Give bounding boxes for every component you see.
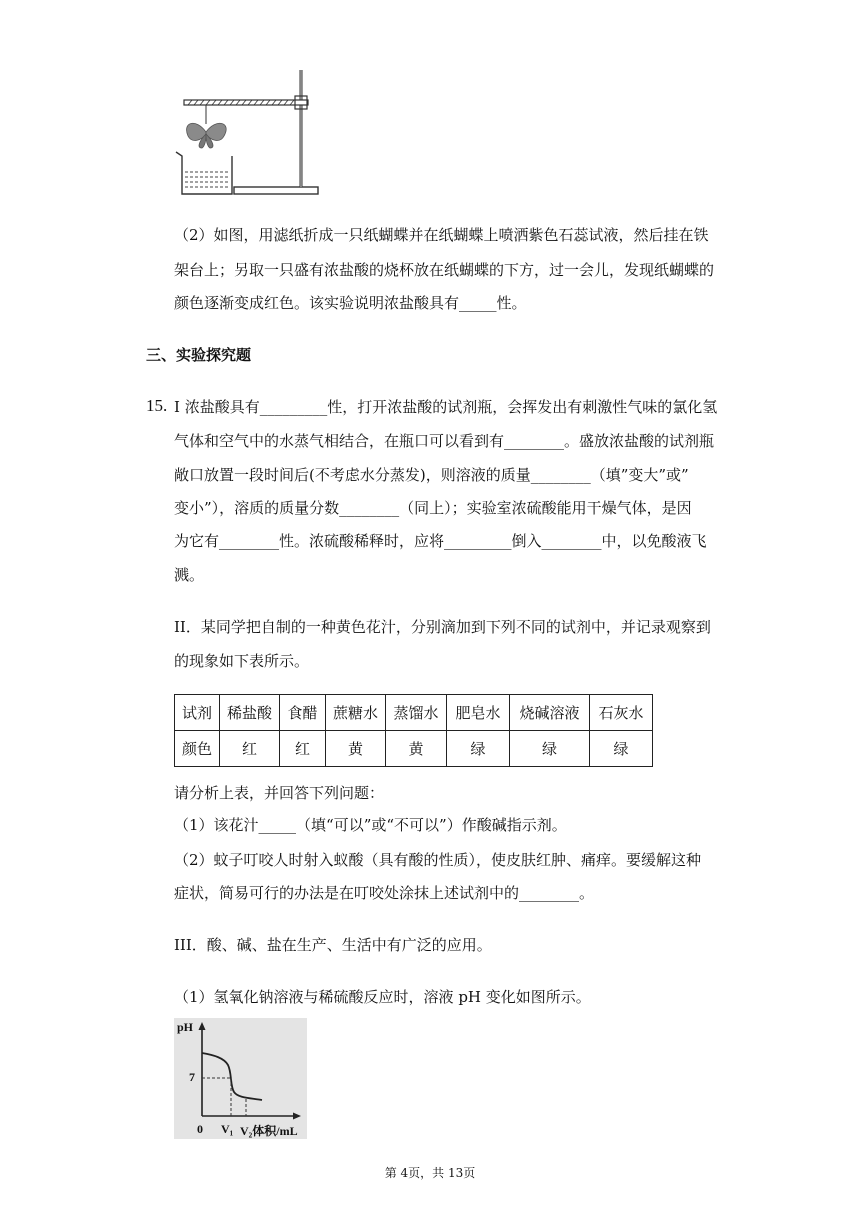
table-cell: 肥皂水	[447, 695, 510, 731]
q15-part2-intro1: II．某同学把自制的一种黄色花汁，分别滴加到下列不同的试剂中，并记录观察到	[174, 618, 711, 636]
table-row	[175, 695, 653, 731]
table-cell: 绿	[447, 731, 510, 767]
q14-part2-line3: 颜色逐渐变成红色。该实验说明浓盐酸具有_____性。	[174, 294, 527, 312]
q15-part1-line2: 气体和空气中的水蒸气相结合，在瓶口可以看到有________。盛放浓盐酸的试剂瓶	[174, 432, 715, 450]
butterfly-apparatus-figure	[170, 66, 330, 198]
q15-part2-sub2-line1: （2）蚊子叮咬人时射入蚁酸（具有酸的性质），使皮肤红肿、痛痒。要缓解这种	[174, 851, 702, 869]
q14-part2-line1: （2）如图，用滤纸折成一只纸蝴蝶并在纸蝴蝶上喷洒紫色石蕊试液，然后挂在铁	[174, 226, 709, 244]
q15-part1-line3: 敞口放置一段时间后(不考虑水分蒸发)，则溶液的质量________（填”变大”或”	[174, 466, 689, 484]
table-cell: 食醋	[280, 695, 326, 731]
q15-part1-line6: 溅。	[174, 566, 205, 584]
table-cell: 绿	[590, 731, 653, 767]
observation-table	[174, 694, 653, 767]
q15-part3-sub1: （1）氢氧化钠溶液与稀硫酸反应时，溶液 pH 变化如图所示。	[174, 988, 591, 1006]
table-cell: 黄	[326, 731, 386, 767]
page-footer: 第 4页，共 13页	[384, 1166, 476, 1180]
x-axis-label: V₂体积/mL	[240, 1124, 298, 1138]
q15-part1-line5: 为它有________性。浓硫酸稀释时，应将_________倒入________中，以免酸液飞	[174, 532, 707, 550]
ph-graph-figure	[174, 1018, 307, 1139]
section-title: 三、实验探究题	[146, 346, 252, 364]
table-row	[175, 731, 653, 767]
table-cell: 蔗糖水	[326, 695, 386, 731]
q15-part2-sub1: （1）该花汁_____（填“可以”或“不可以”）作酸碱指示剂。	[174, 816, 567, 834]
table-cell: 稀盐酸	[220, 695, 280, 731]
ph-tick-7: 7	[189, 1070, 195, 1084]
q15-part1-line4: 变小”），溶质的质量分数________（同上）；实验室浓硫酸能用干燥气体，是因	[174, 499, 692, 517]
v1-label: V₁	[221, 1122, 234, 1136]
q15-part2-sub2-line2: 症状，简易可行的办法是在叮咬处涂抹上述试剂中的________。	[174, 884, 595, 902]
q15-part2-intro2: 的现象如下表所示。	[174, 652, 310, 670]
table-cell: 蒸馏水	[386, 695, 447, 731]
table-cell: 黄	[386, 731, 447, 767]
table-cell: 烧碱溶液	[510, 695, 590, 731]
table-cell: 绿	[510, 731, 590, 767]
q15-part2-prompt: 请分析上表，并回答下列问题：	[174, 784, 385, 802]
q15-part3-intro: III．酸、碱、盐在生产、生活中有广泛的应用。	[174, 936, 492, 954]
origin-label: 0	[197, 1122, 203, 1136]
table-cell: 颜色	[175, 731, 220, 767]
table-cell: 石灰水	[590, 695, 653, 731]
ph-axis-label: pH	[177, 1020, 194, 1034]
question-number: 15.	[146, 396, 168, 415]
q14-part2-line2: 架台上；另取一只盛有浓盐酸的烧杯放在纸蝴蝶的下方，过一会儿，发现纸蝴蝶的	[174, 261, 715, 279]
q15-part1-line1: I 浓盐酸具有_________性，打开浓盐酸的试剂瓶，会挥发出有刺激性气味的氯化氢	[174, 398, 718, 416]
table-cell: 试剂	[175, 695, 220, 731]
table-cell: 红	[280, 731, 326, 767]
table-cell: 红	[220, 731, 280, 767]
